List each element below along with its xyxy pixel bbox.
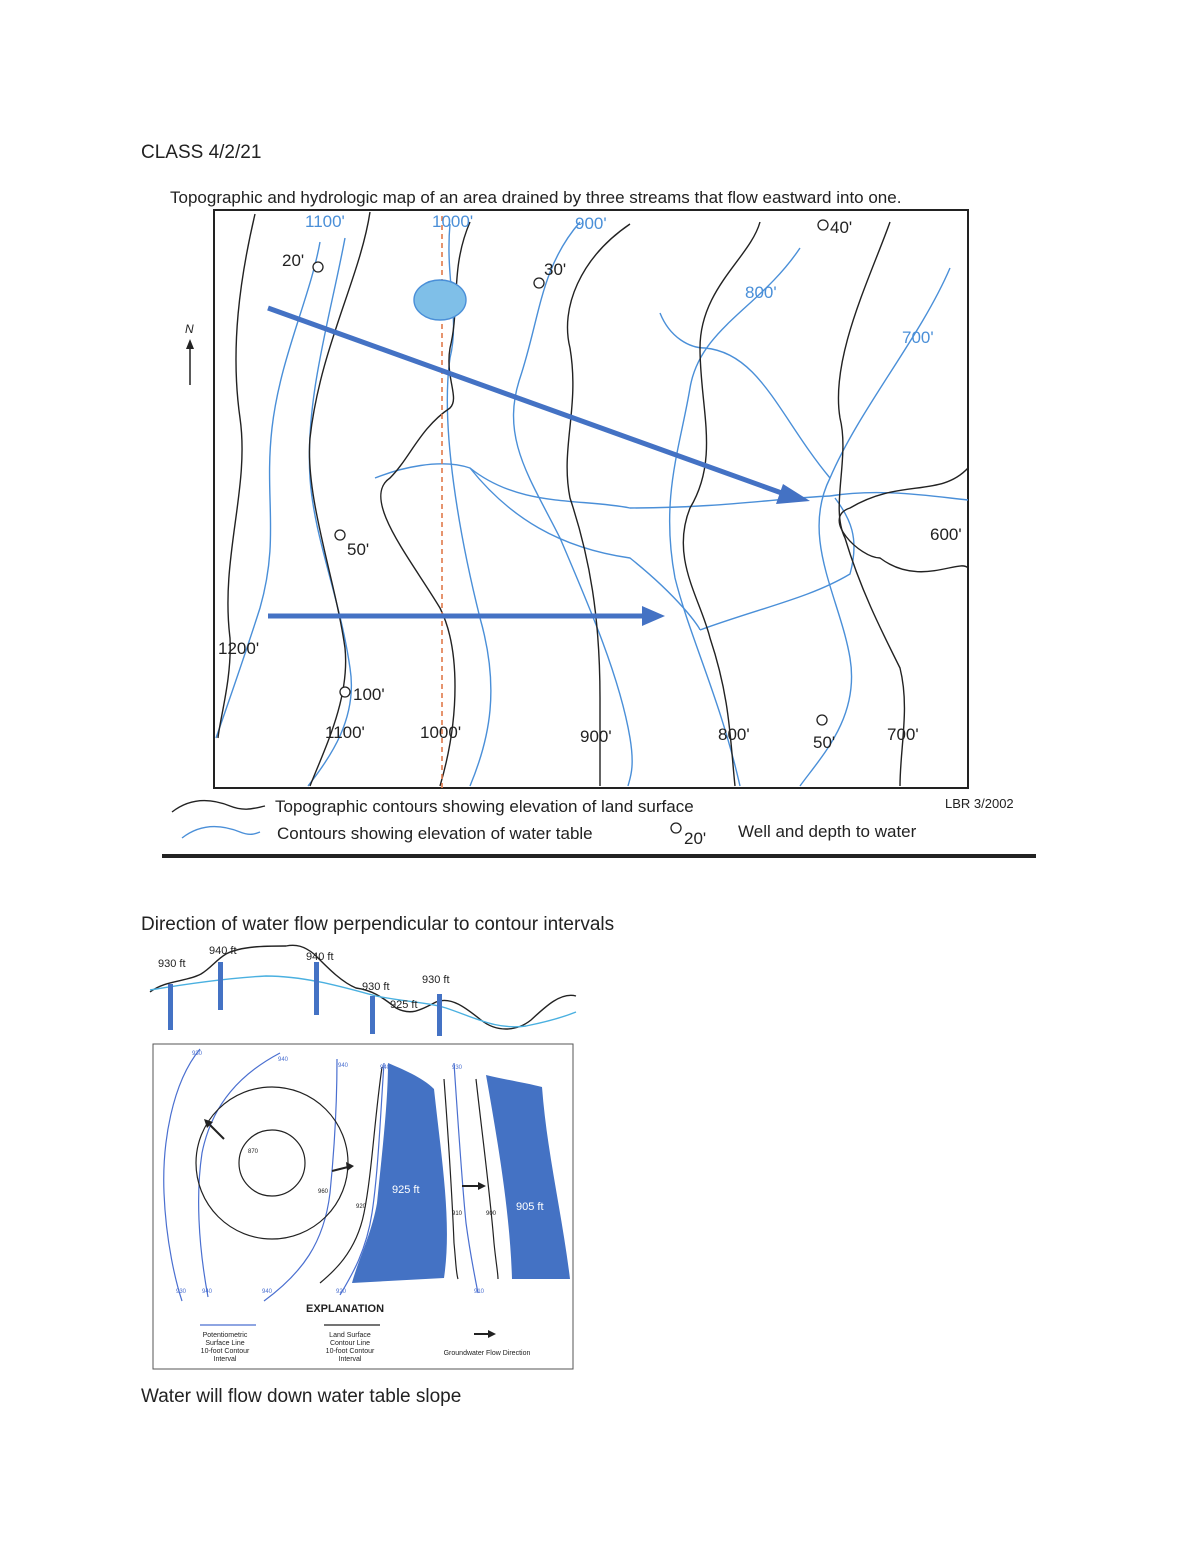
- north-arrowhead-icon: [186, 339, 194, 349]
- legend-text: 10-foot Contour: [325, 1348, 375, 1355]
- topo-label-700: 700': [887, 725, 919, 744]
- flow-arrowhead-east: [642, 606, 665, 626]
- contour-value: 960: [318, 1189, 329, 1195]
- well-depth-label: 30': [544, 260, 567, 279]
- well-icon: [340, 687, 350, 697]
- topo-labels: [218, 525, 962, 746]
- water-contour-1100-lower: [308, 238, 351, 786]
- well-bar: [437, 994, 442, 1036]
- legend-topo-text: Topographic contours showing elevation of land surface: [275, 797, 694, 816]
- profile-label: 925 ft: [390, 999, 418, 1011]
- contour-value: 920: [356, 1204, 367, 1210]
- water-label-800: 800': [745, 283, 777, 302]
- explanation-contour-map: [152, 1043, 574, 1370]
- water-table-contours: [216, 222, 968, 786]
- legend-well-icon: [671, 823, 681, 833]
- map-title: Topographic and hydrologic map of an area drained by three streams that flow eastward into one.: [170, 188, 902, 207]
- stream-south: [700, 498, 854, 630]
- water-label-1000: 1000': [432, 212, 474, 231]
- contour-value: 940: [278, 1057, 289, 1063]
- map-bottom-rule: [162, 854, 1036, 858]
- topo-hydrologic-map: [160, 178, 1040, 863]
- legend-text: 10-foot Contour: [200, 1348, 250, 1355]
- contour-value: 940: [262, 1289, 273, 1295]
- water-contour-800: [670, 248, 800, 786]
- topo-label-900: 900': [580, 727, 612, 746]
- legend-well-text: Well and depth to water: [738, 822, 917, 841]
- well-bar: [370, 996, 375, 1034]
- contour-value: 930: [176, 1289, 187, 1295]
- legend-flow-text: Groundwater Flow Direction: [443, 1350, 531, 1357]
- stream-main: [830, 493, 968, 500]
- legend-text: Interval: [338, 1356, 362, 1363]
- well-depth-label: 40': [830, 218, 853, 237]
- topo-contour-1200: [218, 214, 255, 738]
- water-table-profile: [146, 940, 586, 1040]
- well-bar: [314, 962, 319, 1015]
- contour-value: 900: [486, 1211, 497, 1217]
- topo-contour-600: [839, 468, 968, 572]
- well-icon: [534, 278, 544, 288]
- profile-labels: [158, 945, 450, 1011]
- profile-label: 940 ft: [306, 951, 334, 963]
- topo-label-1100: 1100': [325, 723, 365, 742]
- well-bar: [218, 962, 223, 1010]
- well-depth-label: 50': [813, 733, 836, 752]
- profile-label: 930 ft: [158, 958, 186, 970]
- explanation-title: EXPLANATION: [306, 1303, 385, 1315]
- legend-well-sample: 20': [684, 829, 707, 848]
- water-label-900: 900': [575, 214, 607, 233]
- contour-value: 930: [192, 1051, 203, 1057]
- water-label-700: 700': [902, 328, 934, 347]
- legend-text: Interval: [213, 1356, 237, 1363]
- legend-text: Surface Line: [205, 1340, 245, 1347]
- flow-arrow-northeast: [268, 308, 790, 496]
- note-flow-direction: Direction of water flow perpendicular to contour intervals: [141, 914, 615, 935]
- well-bar: [168, 984, 173, 1030]
- profile-label: 930 ft: [422, 974, 450, 986]
- topographic-contours: [218, 212, 968, 786]
- legend-text: Land Surface: [329, 1332, 371, 1339]
- topo-label-800: 800': [718, 725, 750, 744]
- well-depth-label: 50': [347, 540, 370, 559]
- well-icon: [335, 530, 345, 540]
- contour-value: 920: [336, 1289, 347, 1295]
- north-label: N: [185, 322, 194, 336]
- area-label-905: 905 ft: [516, 1201, 544, 1213]
- topo-label-1200: 1200': [218, 639, 260, 658]
- area-label-925: 925 ft: [392, 1184, 420, 1196]
- page-heading: CLASS 4/2/21: [141, 142, 262, 163]
- topo-label-600: 600': [930, 525, 962, 544]
- map-credit: LBR 3/2002: [945, 796, 1014, 811]
- topo-contour-900: [567, 224, 630, 786]
- well-icon: [313, 262, 323, 272]
- profile-label: 940 ft: [209, 945, 237, 957]
- water-label-1100: 1100': [305, 212, 345, 231]
- stream-upper: [660, 313, 830, 478]
- water-contour-900: [514, 222, 633, 786]
- note-water-table: Water will flow down water table slope: [141, 1386, 462, 1407]
- well-icon: [818, 220, 828, 230]
- contour-value: 940: [338, 1063, 349, 1069]
- contour-value: 910: [474, 1289, 485, 1295]
- contour-value: 940: [202, 1289, 213, 1295]
- water-contour-1100: [216, 242, 320, 738]
- flow-arrowhead-northeast: [776, 484, 810, 504]
- contour-value: 940: [380, 1065, 391, 1071]
- legend-topo-line: [172, 801, 265, 812]
- legend-water-line: [182, 827, 260, 838]
- topo-label-1000: 1000': [420, 723, 462, 742]
- contour-value: 910: [452, 1211, 463, 1217]
- pond: [414, 280, 466, 320]
- well-depth-label: 20': [282, 251, 305, 270]
- legend-text: Potentiometric: [202, 1332, 248, 1339]
- legend-water-text: Contours showing elevation of water table: [277, 824, 593, 843]
- contour-value: 870: [248, 1149, 259, 1155]
- well-icon: [817, 715, 827, 725]
- profile-label: 930 ft: [362, 981, 390, 993]
- legend-text: Contour Line: [329, 1340, 371, 1347]
- well-depth-label: 100': [353, 685, 385, 704]
- map-frame: [214, 210, 968, 788]
- contour-value: 930: [452, 1065, 463, 1071]
